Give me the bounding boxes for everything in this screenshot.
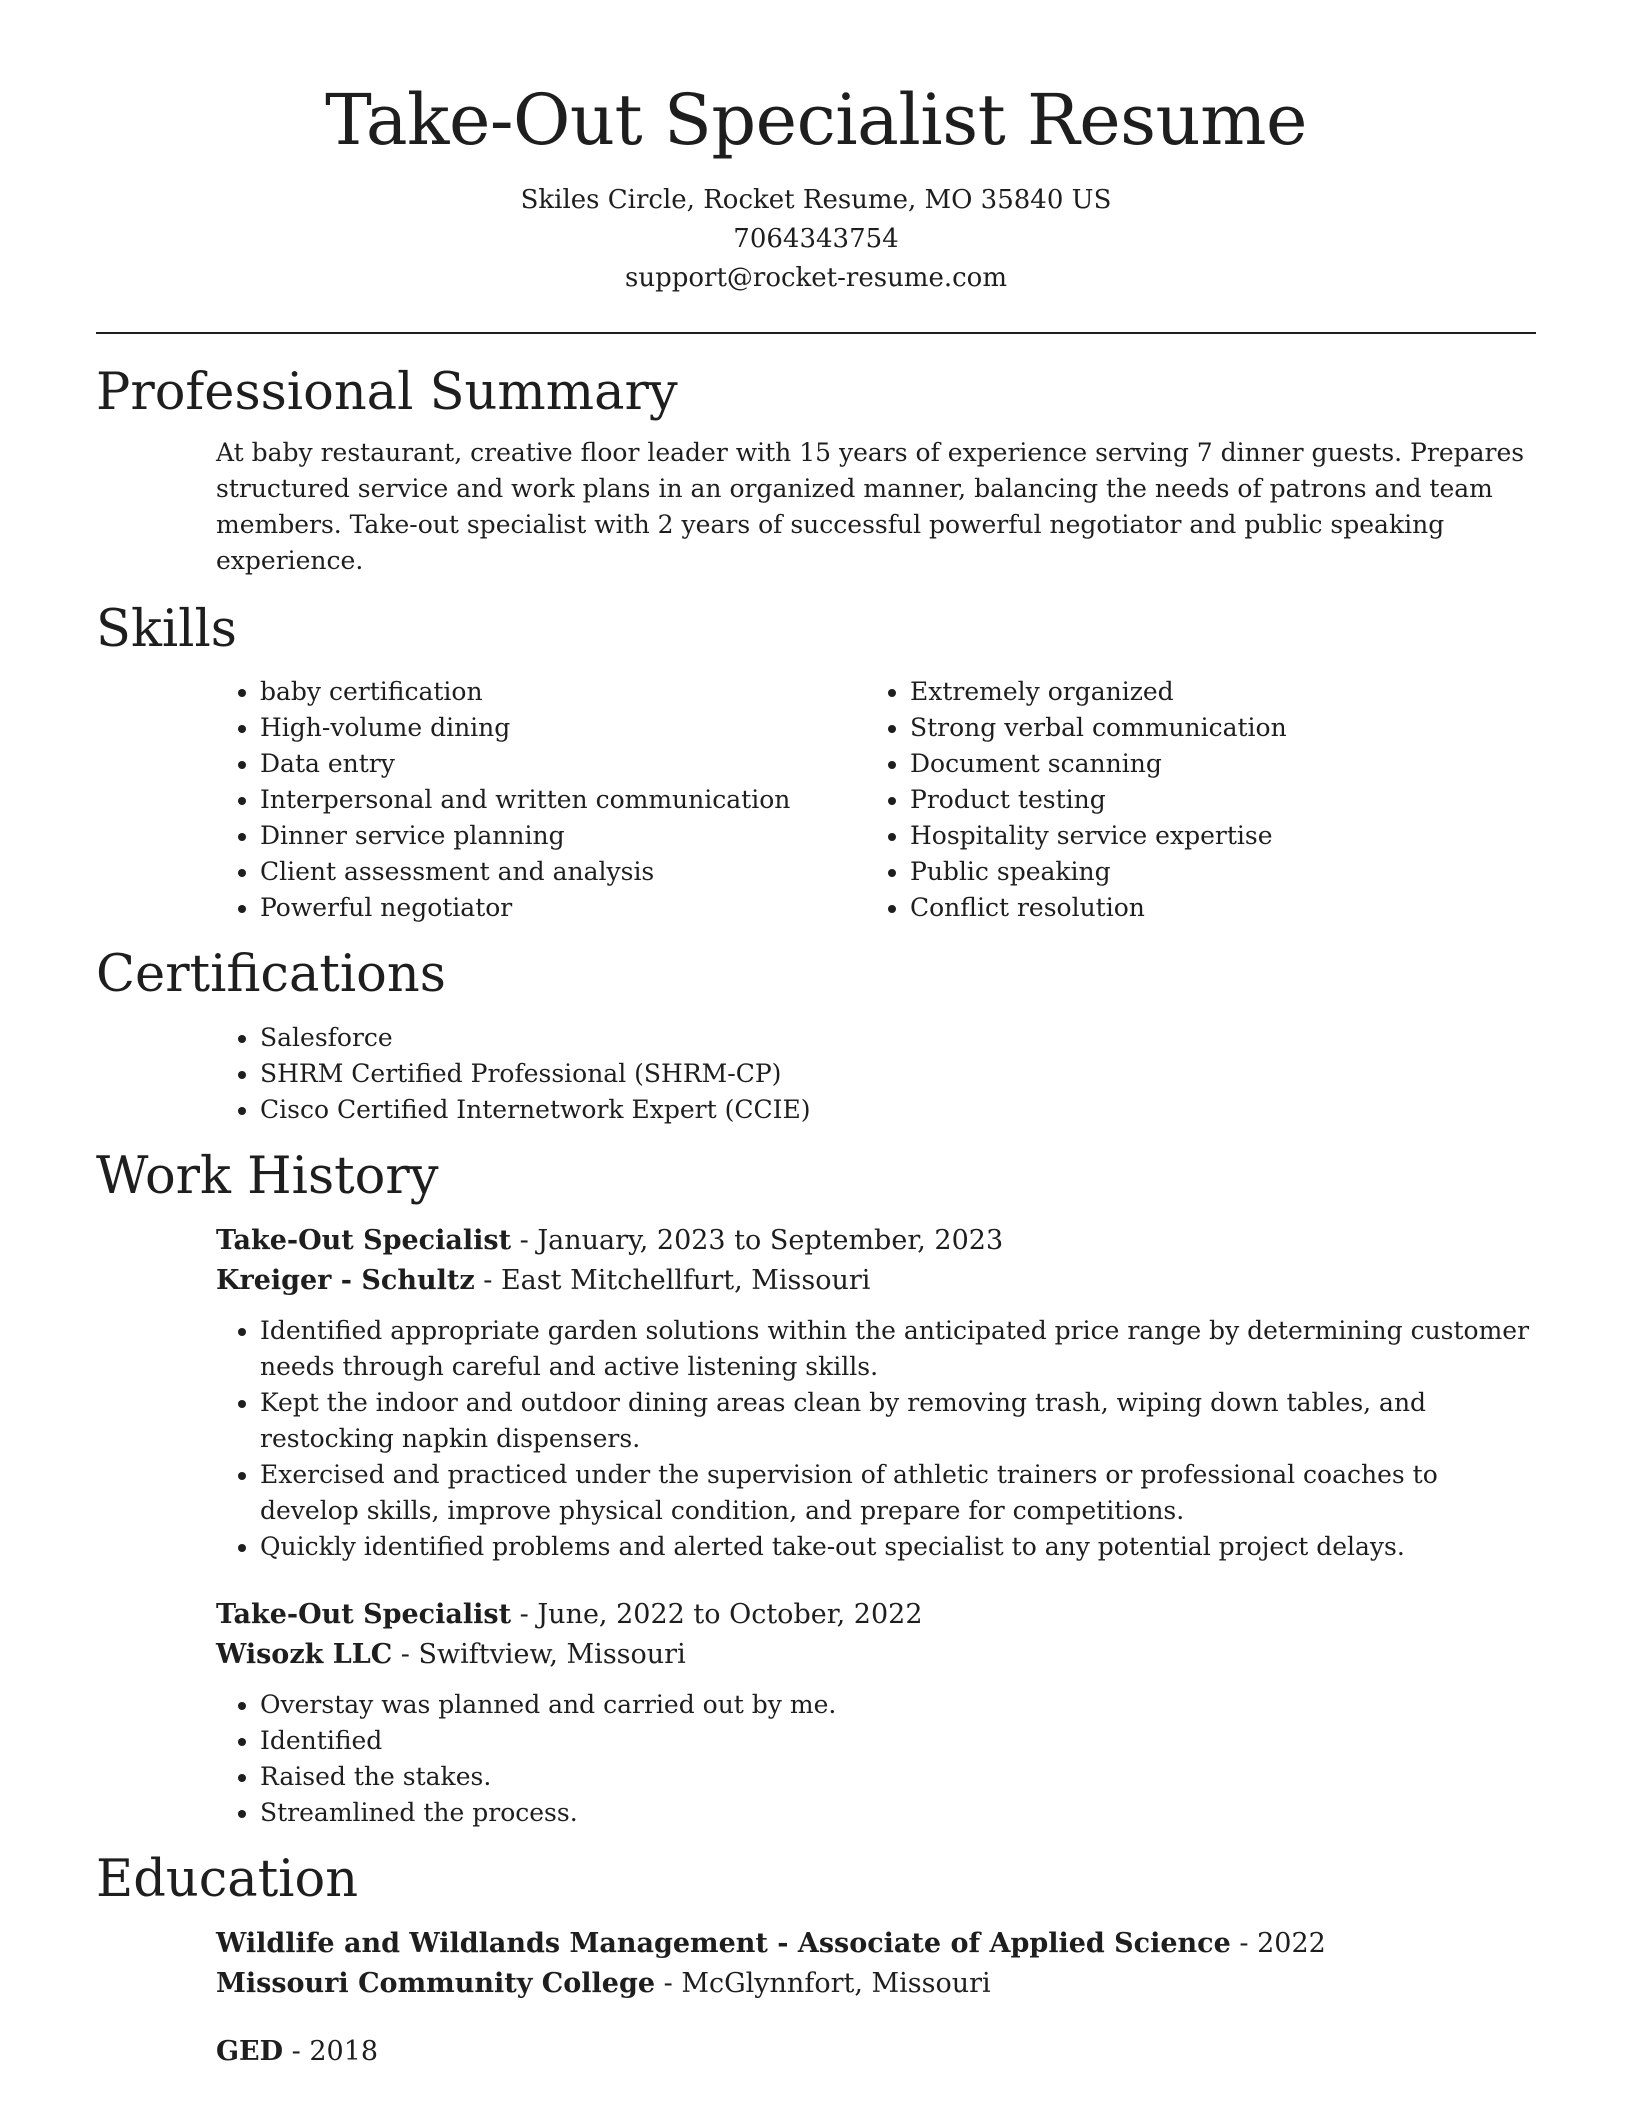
job-duties-list <box>216 1687 1536 1831</box>
job-duty: • Overstay was planned and carried out by me. <box>260 1687 1536 1723</box>
education-year: - 2018 <box>283 2035 379 2067</box>
job-dates: - January, 2023 to September, 2023 <box>511 1224 1004 1256</box>
education-school: Missouri Community College <box>216 1967 656 1999</box>
job-location: - Swiftview, Missouri <box>392 1638 686 1670</box>
certifications-section <box>96 944 1536 1127</box>
skills-heading: Skills <box>96 600 237 660</box>
job-location: - East Mitchellfurt, Missouri <box>474 1264 871 1296</box>
education-location: - McGlynnfort, Missouri <box>655 1967 991 1999</box>
contact-block <box>96 181 1536 298</box>
job-duties-list <box>216 1313 1536 1565</box>
skills-list-right <box>866 674 1536 926</box>
summary-heading: Professional Summary <box>96 363 678 422</box>
skills-section <box>96 599 1536 926</box>
skill-item: • Strong verbal communication <box>910 710 1536 746</box>
certifications-list <box>216 1020 1536 1128</box>
job-duty: • Kept the indoor and outdoor dining areas clean by removing trash, wiping down tables, and restocking napkin dispensers. <box>260 1385 1536 1457</box>
skill-item: • Conflict resolution <box>910 890 1536 926</box>
summary-text: At baby restaurant, creative floor leader with 15 years of experience serving 7 dinner guests. Prepares structured service and work plans in an organized manner, balancing the needs of patrons and team members. Take-out specialist with 2 years of successful powerful negotiator and public speaking experience. <box>216 438 1525 576</box>
job-duty: • Streamlined the process. <box>260 1795 1536 1831</box>
skill-item: • Dinner service planning <box>260 818 866 854</box>
skill-item: • Data entry <box>260 746 866 782</box>
skill-item: • Public speaking <box>910 854 1536 890</box>
job-title: Take-Out Specialist <box>216 1598 512 1630</box>
education-heading: Education <box>96 1849 359 1909</box>
certifications-heading: Certifications <box>96 945 446 1005</box>
job-company: Wisozk LLC <box>216 1638 393 1670</box>
education-year: - 2022 <box>1230 1927 1326 1959</box>
certification-item: • Cisco Certified Internetwork Expert (CCIE) <box>260 1092 1536 1128</box>
header-divider <box>96 332 1536 334</box>
education-section <box>96 1849 1536 2072</box>
skill-item: • Client assessment and analysis <box>260 854 866 890</box>
job-title: Take-Out Specialist <box>216 1224 512 1256</box>
skill-item: • Product testing <box>910 782 1536 818</box>
education-entry <box>216 1924 1536 2004</box>
job-entry <box>216 1595 1536 1831</box>
skill-item: • Document scanning <box>910 746 1536 782</box>
skills-list-left <box>216 674 866 926</box>
job-duty: • Identified <box>260 1723 1536 1759</box>
contact-email: support@rocket-resume.com <box>624 263 1007 293</box>
resume-title: Take-Out Specialist Resume <box>325 79 1307 161</box>
certification-item: • SHRM Certified Professional (SHRM-CP) <box>260 1056 1536 1092</box>
skill-item: • Hospitality service expertise <box>910 818 1536 854</box>
job-duty: • Exercised and practiced under the supervision of athletic trainers or professional coaches to develop skills, improve physical condition, and prepare for competitions. <box>260 1457 1536 1529</box>
skill-item: • Interpersonal and written communication <box>260 782 866 818</box>
contact-phone: 7064343754 <box>733 224 899 254</box>
resume-page <box>96 0 1536 2072</box>
job-heading <box>216 1221 1536 1301</box>
summary-section <box>96 362 1536 579</box>
job-duty: • Identified appropriate garden solutions within the anticipated price range by determining customer needs through careful and active listening skills. <box>260 1313 1536 1385</box>
contact-address: Skiles Circle, Rocket Resume, MO 35840 US <box>520 185 1112 215</box>
education-entry <box>216 2032 1536 2072</box>
skill-item: • baby certification <box>260 674 866 710</box>
skill-item: • Powerful negotiator <box>260 890 866 926</box>
job-dates: - June, 2022 to October, 2022 <box>511 1598 923 1630</box>
work-history-heading: Work History <box>96 1146 439 1206</box>
skill-item: • High-volume dining <box>260 710 866 746</box>
certification-item: • Salesforce <box>260 1020 1536 1056</box>
education-degree: Wildlife and Wildlands Management - Associate of Applied Science <box>216 1927 1231 1959</box>
job-entry <box>216 1221 1536 1565</box>
resume-header <box>96 0 1536 298</box>
job-company: Kreiger - Schultz <box>216 1264 475 1296</box>
work-history-section <box>96 1146 1536 1831</box>
job-duty: • Quickly identified problems and alerted take-out specialist to any potential project delays. <box>260 1529 1536 1565</box>
job-duty: • Raised the stakes. <box>260 1759 1536 1795</box>
job-heading <box>216 1595 1536 1675</box>
skill-item: • Extremely organized <box>910 674 1536 710</box>
education-degree: GED <box>216 2035 284 2067</box>
